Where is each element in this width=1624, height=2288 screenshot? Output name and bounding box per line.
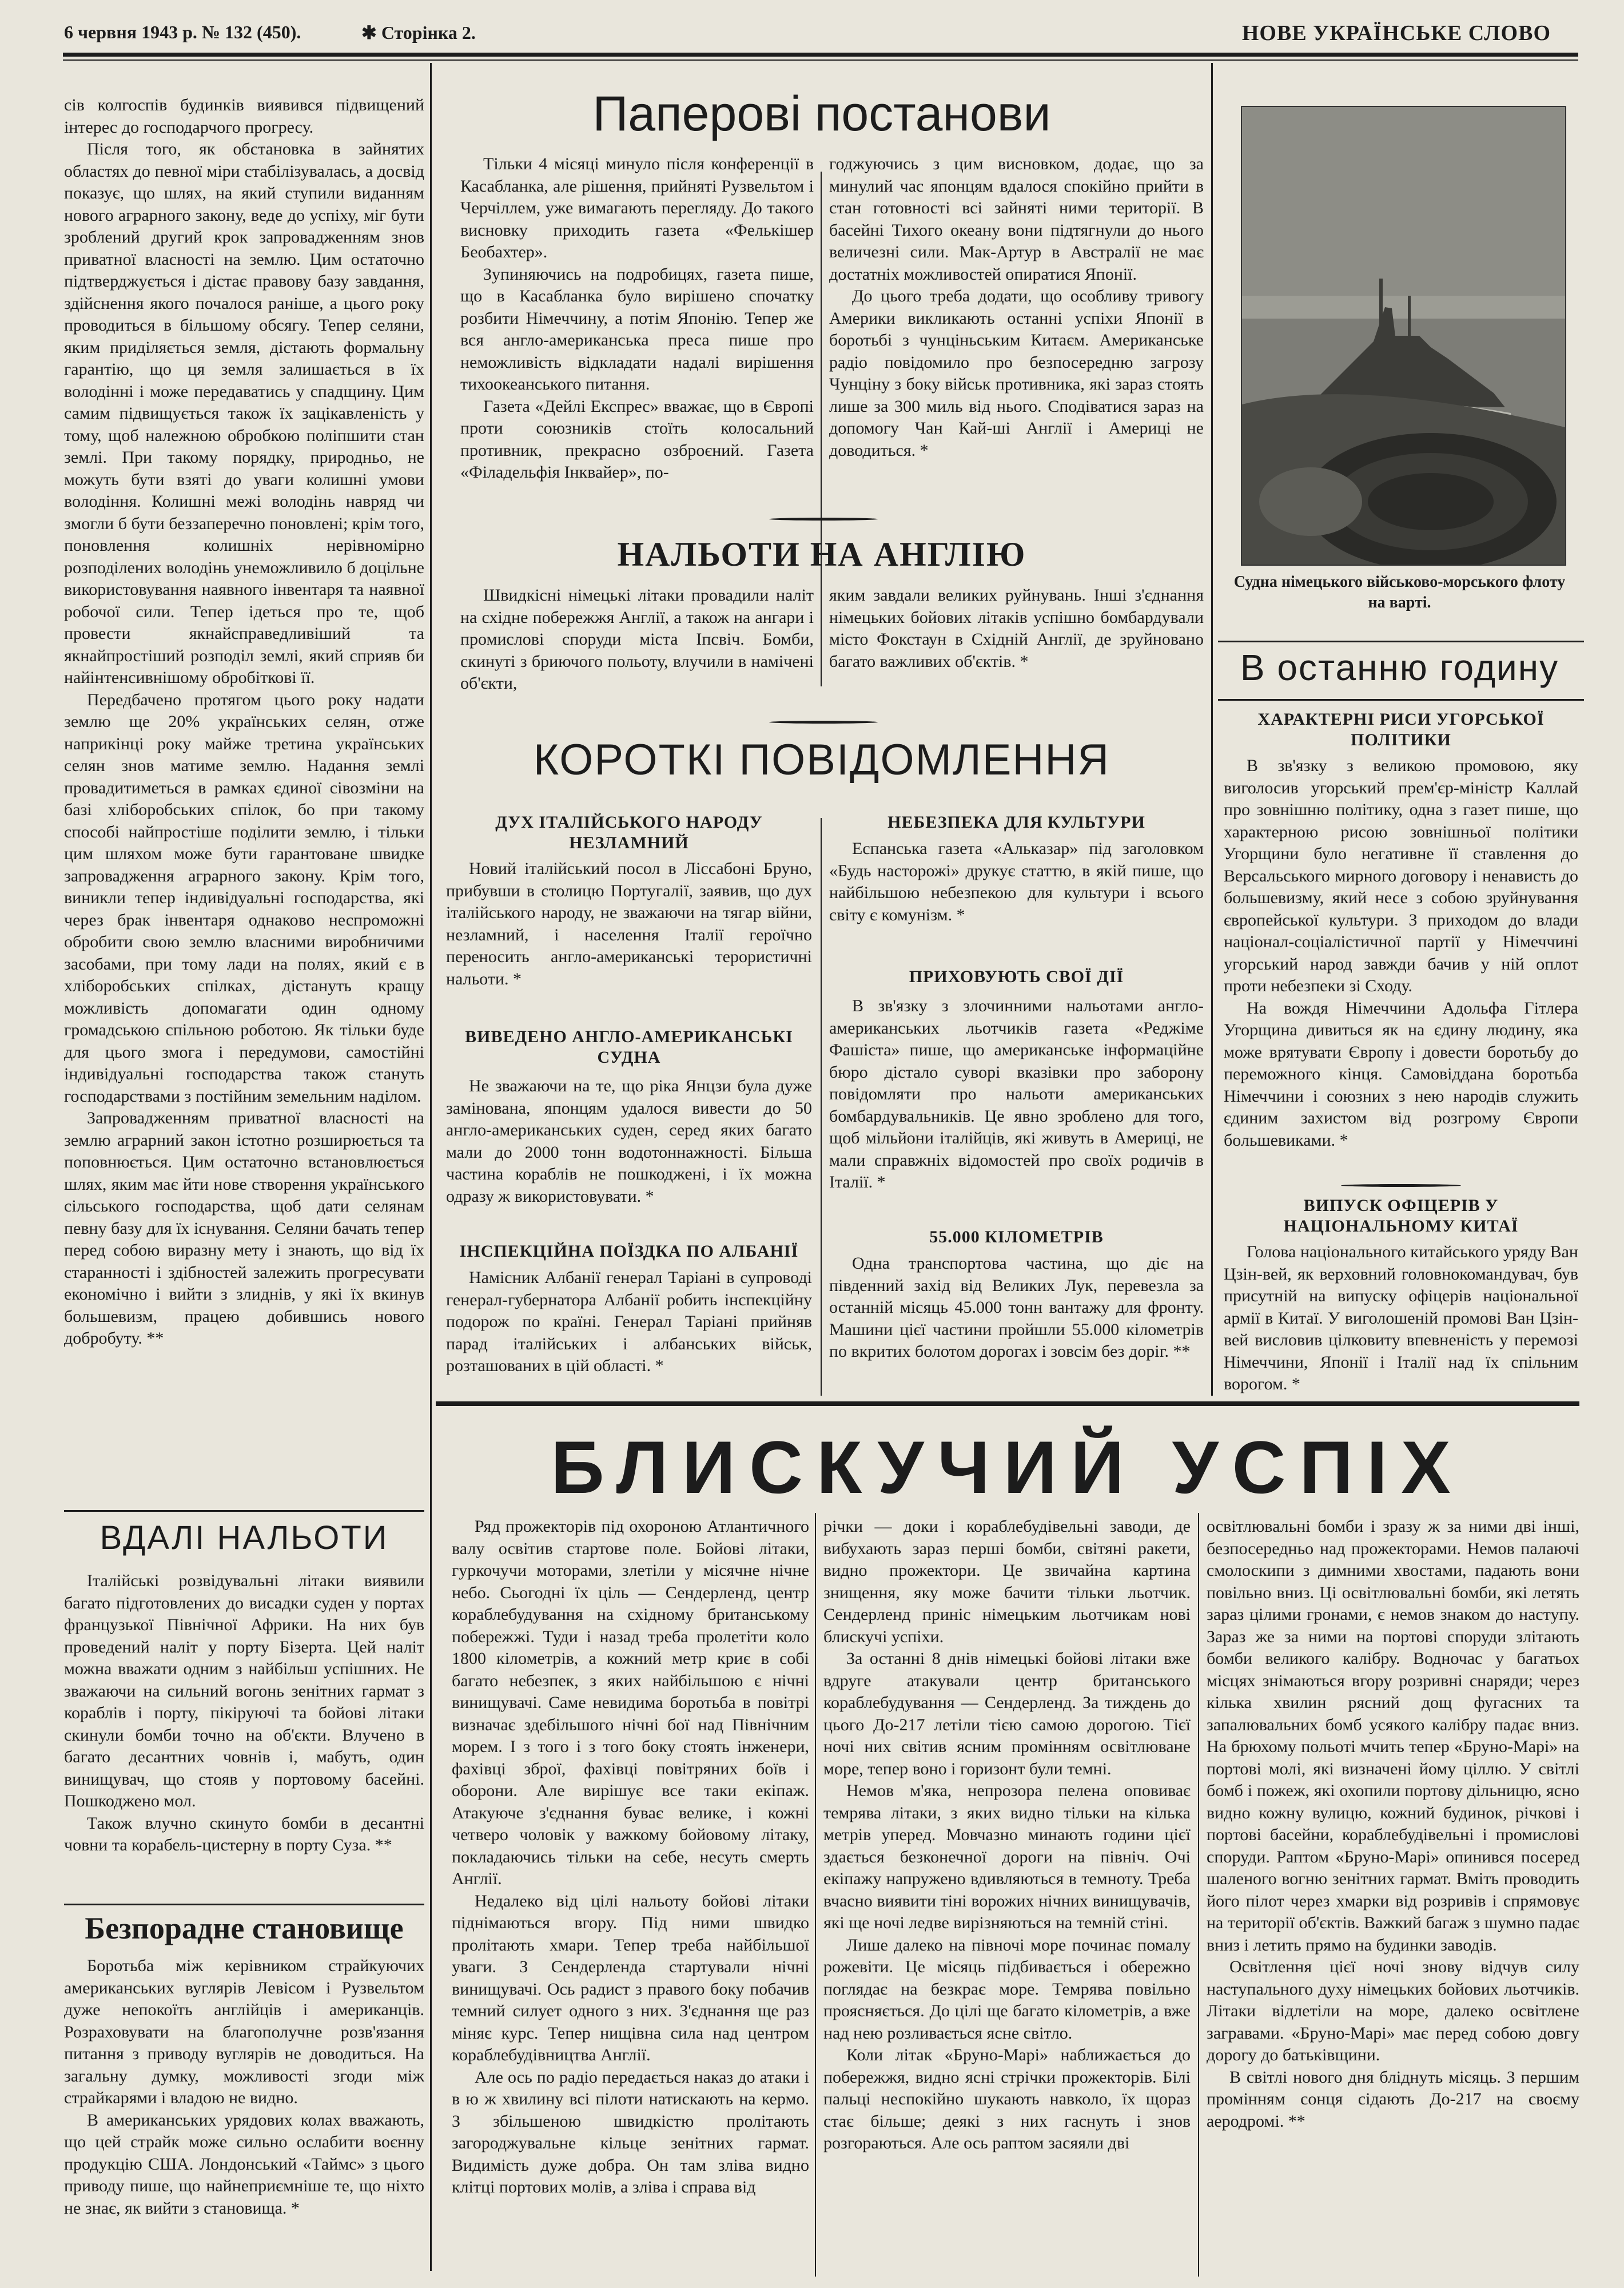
paragraph: Запровадженням приватної власності на землю аграрний закон істотно розширюється та поповнюється. Цим остаточно встановлюється шлях, яким має йти нове створення українського сільського господарства, щоб дати селянам певну базу для їх існування. Селяни бачать тепер перед собою виразну мету і знають, що від їх старанності і здібностей залежить прогресувати економічно і вийти з злиднів, у які їх вкинув большевизм, працею добившись нового добробуту. ** <box>64 1109 424 1348</box>
news-title-culture: НЕБЕЗПЕКА ДЛЯ КУЛЬТУРИ <box>887 813 1145 832</box>
section-rule <box>1218 699 1584 701</box>
paragraph: Недалеко від цілі нальоту бойові літаки піднімаються вгору. Під ними швидко пролітають хмари. Тепер треба найбільшої уваги. З Сендерленда стартували нічні винищувачі. Ось радист з правого боку побачив темний силует одного з них. З'єднання ще раз міняє курс. Тепер нищівна сила над центром кораблебудівництва Англії. <box>452 1891 809 2064</box>
paragraph: годжуючись з цим висновком, додає, що за минулий час японцям вдалося спокійно прийти в стан готовності всі зайняті ними території. В басейні Тихого океану вони підтягнули до нього величезні сили. Мак-Артур в Австралії не має достатніх можливостей опиратися Японії. <box>829 154 1204 284</box>
paragraph: річки — доки і кораблебудівельні заводи, де вибухають зараз перші бомби, світяні ракети, видно прожектори. Це звичайна картина знищення, яку може бачити тільки льотчик. Сендерленд приніс німецьким льотчикам нові блискучі успіхи. <box>823 1517 1191 1646</box>
paragraph: В зв'язку з злочинними нальотами англо-американських льотчиків газета «Реджіме Фашіста» пише, що американське інформаційне бюро дістало суворі вказівки про заборону повідомляти про нальоти американських бомбардувальників. Це явно зроблено для того, щоб мільйони італійців, які живуть в Америці, не мали справжніх відомостей про своїх родичів в Італії. * <box>829 996 1204 1191</box>
hungary-article <box>1224 755 1578 1178</box>
hungary-title: ХАРАКТЕРНІ РИСИ УГОРСЬКОЇ ПОЛІТИКИ <box>1257 710 1545 749</box>
paragraph: Ряд прожекторів під охороною Атлантичного валу освітив стартове поле. Бойові літаки, гуркочучи моторами, злетіли у місячне нічне небо. Сьогодні їх ціль — Сендерленд, центр кораблебудування на східному британському побережжі. Туди і назад треба пролетіти коло 1800 кілометрів, а кожний метр криє в собі багато небезпек, з яких найбільшою є нічні винищувачі. Саме невидима боротьба в повітрі визначає здебільшого нічні бої над Північним морем. І з того і з того боку стоять інженери, фахівці зброї, фахівці повітряних боїв і оборони. Але вирішує все таки екіпаж. Атакуюче з'єднання буває велике, і кожні четверо чоловік у важкому бойовому літаку, покладаючись тільки на себе, несуть смерть Англії. <box>452 1517 809 1888</box>
news-title-italian-spirit: ДУХ ІТАЛІЙСЬКОГО НАРОДУ НЕЗЛАМНИЙ <box>495 813 763 852</box>
masthead-rule <box>63 53 1578 57</box>
brilliant-col1 <box>452 1516 809 2277</box>
paragraph: Швидкісні німецькі літаки провадили наліт на східне побережжя Англії, а також на ангари і промислові споруди міста Іпсвіч. Бомби, скинуті з бриючого польоту, влучили в намічені об'єкти, <box>460 586 814 693</box>
column-rule <box>815 1513 816 2277</box>
agrarian-article <box>64 94 424 1510</box>
photo-caption: Судна німецького військово-морського флоту на варті. <box>1233 573 1566 611</box>
news-ships-out <box>446 1075 812 1218</box>
paper-decisions-col2 <box>829 153 1204 508</box>
officers-title: ВИПУСК ОФІЦЕРІВ У НАЦІОНАЛЬНОМУ КИТАЇ <box>1283 1196 1519 1236</box>
raids-england-col1 <box>460 585 814 699</box>
paragraph: Після того, як обстановка в зайнятих областях до певної міри стабілізувалась, а досвід показує, що шлях, на який ступили виданням нового аграрного закону, веде до успіху, міг бути зроблений другий крок запровадженням знов приватної власності на землю. Цим остаточно підтверджується і дістає правову базу завдання, здійснення якого почалося раніше, а цього року проводиться в більшому обсягу. Тепер селяни, яким приділяється земля, дістають формальну гарантію, що ця земля залишається в їх володінні і може передаватись у спадщину. Цим самим підвищується також їх зацікавленість у тому, щоб належною обробкою поліпшити стан землі. При такому порядку, природньо, не можуть бути взяті до уваги колишні умови володіння. Колишні межі володінь навряд чи змогли б бути беззаперечно поновлені; крім того, поновлення колишніх нерівномірно розподілених володінь унеможливило б доцільне використовування наявного інвентаря та наявної робочої сили. Тепер ідеться про те, щоб провести якнайсправедливіший та якнайпростіший розподіл землі, який сприяв би найінтенсивнішому обробіткові її. <box>64 140 424 687</box>
paragraph: Не зважаючи на те, що ріка Янцзи була дуже замінована, японцям удалося вивести до 50 англо-американських суден, серед яких багато мали до 2000 тонн водотоннажності. Більша частина кораблів не пошкоджені, і їх можна одразу ж використовувати. * <box>446 1077 812 1206</box>
paragraph: Боротьба між керівником страйкуючих американських вуглярів Левісом і Рузвельтом дуже непокоїть англійців і американців. Розраховувати на благополучне розв'язання питання з приводу вуглярів не доводиться. На загальну думку, можливості згоди між страйкарями і владою не видно. <box>64 1956 424 2107</box>
raids-far-title: ВДАЛІ НАЛЬОТИ <box>99 1519 389 1556</box>
paper-decisions-title: Паперові постанови <box>592 86 1051 141</box>
paragraph: До цього треба додати, що особливу тривогу Америки викликають останні успіхи Японії в боротьбі з чунціньським Китаєм. Американське радіо повідомило про безпосередню загрозу Чунціну з боку військ противника, які зараз стоять лише за 300 миль від нього. Сподіватися зараз на допомогу Чан Кай-ші Англії і Америці не доводиться. * <box>829 287 1204 460</box>
column-rule <box>821 172 822 686</box>
paragraph: Італійські розвідувальні літаки виявили багато підготовлених до висадки суден у портах французької Північної Африки. На них був проведений наліт у порту Бізерта. Цей наліт можна вважати одним з найбільш успішних. Не зважаючи на сильний вогонь зенітних гармат з кораблів і порту, пікіруючі та бойові літаки скинули бомби точно на об'єкти. Влучено в багато десантних човнів і, мабуть, один винищувач, що стояв у портовому басейні. Пошкоджено мол. <box>64 1571 424 1810</box>
news-km <box>829 1253 1204 1390</box>
divider-ornament <box>766 718 881 726</box>
section-rule <box>1218 641 1584 642</box>
page-label-wrap <box>361 22 476 43</box>
hopeless-article <box>64 1955 424 2275</box>
paragraph: сів колгоспів будинків виявився підвищений інтерес до господарчого прогресу. <box>64 96 424 137</box>
paragraph: Еспанська газета «Альказар» під заголовком «Будь насторожі» друкує статтю, в якій пише, що найбільшою небезпекою для культури і всього світу є комунізм. * <box>829 839 1204 924</box>
column-rule <box>1211 63 1213 1396</box>
officers-article <box>1224 1241 1578 1396</box>
ship-image <box>1242 107 1565 565</box>
paper-decisions-col1 <box>460 153 814 508</box>
divider-ornament <box>1338 1181 1464 1189</box>
paragraph: освітлювальні бомби і зразу ж за ними дві інші, безпосередньо над прожекторами. Немов палаючі смолоскипи з димними хвостами, падають вони повільно вниз. Ці освітлювальні бомби, які летять зараз цілими гронами, є немов знаком до наступу. Зараз же за ними на портові споруди злітають бомби великого калібру. Водночас у багатьох місцях знімаються вгору розривні снаряди; через кілька хвилин рясний дощ фугасних та запалювальних бомб усякого калібру падає вниз. На брюхому польоті мчить тепер «Бруно-Марі» на портові молі, які визначені йому ціллю. У світлі бомб і пожеж, які охопили портову дільницю, ясно видно кожну вулицю, кожний будинок, річкові і портові басейни, кораблебудівельні і промислові споруди. Раптом «Бруно-Марі» опинився посеред шаленого вогню зенітних гармат. Вміть проводить його пілот через хмарки від розривів і спрямовує на території об'єктів. Важкий багаж з шумно падає вниз і летить прямо на будинки заводів. <box>1207 1517 1579 1955</box>
column-rule <box>1198 1513 1199 2277</box>
column-rule <box>430 63 432 2271</box>
brilliant-col2 <box>823 1516 1191 2277</box>
section-rule <box>64 1510 424 1512</box>
last-hour-title: В останню годину <box>1240 647 1559 688</box>
paragraph: Новий італійський посол в Ліссабоні Бруно, прибувши в столицю Португалії, заявив, що дух італійського народу, не зважаючи на тягар війни, незламний, і населення Італії героїчно переносить англо-американські терористичні нальоти. * <box>446 859 812 988</box>
paragraph: В світлі нового дня бліднуть місяць. З першим промінням сонця сідають До-217 на своєму аеродромі. ** <box>1207 2067 1579 2131</box>
paragraph: В зв'язку з великою промовою, яку виголосив угорський прем'єр-міністр Каллай про зовнішню політику, одна з газет пише, що характерною рисою зовнішньої політики Угорщини було негативне її ставлення до Версальського мирного договору і ненависть до большевизму, який несе з собою зруйнування європейської культури. З приходом до влади націонал-соціалістичної партії у Німеччині угорський народ завжди бачив у ній оплот проти небезпеки зі Сходу. <box>1224 756 1578 995</box>
paragraph: Намісник Албанії генерал Таріані в супроводі генерал-губернатора Албанії робить інспекційну подорож по країні. Генерал Таріані прийняв парад італійських і албанських військ, розташованих в цій області. * <box>446 1268 812 1375</box>
issue-date: 6 червня 1943 р. № 132 (450). <box>64 22 301 42</box>
column-rule <box>821 818 822 1396</box>
paragraph: Газета «Дейлі Експрес» вважає, що в Європі проти союзників стоїть колосальний противник, прекрасно озброєний. Газета «Філадельфія Інквайер», по- <box>460 396 814 482</box>
paragraph: Немов м'яка, непрозора пелена оповиває темрява літаки, з яких видно тільки на кілька метрів уперед. Мовчазно минають години цієї здається безконечної дороги на північ. Очі екіпажу напружено вдивляються в темноту. Треба вчасно виявити тіні ворожих нічних винищувачів, які ще ночі ледве вирізняються на темній стіні. <box>823 1781 1191 1932</box>
paper-title: НОВЕ УКРАЇНСЬКЕ СЛОВО <box>1241 21 1551 45</box>
navy-ship-photo <box>1241 106 1566 566</box>
section-rule <box>64 1904 424 1905</box>
paragraph: На вождя Німеччини Адольфа Гітлера Угорщина дивиться як на єдину людину, яка може врятувати Європу і довести боротьбу до переможного кінця. Самовіддана боротьба Німеччини і союзних з нею народів служить єдиним захистом від розгрому Європи большевиками. * <box>1224 998 1578 1150</box>
news-hide <box>829 995 1204 1213</box>
divider-ornament <box>766 515 881 523</box>
section-rule-heavy <box>436 1401 1579 1406</box>
paragraph: Освітлення цієї ночі знову відчув силу наступального духу німецьких бойових льотчиків. Літаки відлетіли на море, далеко освітлене загравами. «Бруно-Марі» має перед собою довгу дорогу до батьківщини. <box>1207 1957 1579 2064</box>
paragraph: Передбачено протягом цього року надати землю ще 20% українських селян, отже наприкінці року майже третина українських селян знов матиме землю. Надання землі провадитиметься в рамках єдиної сівозміни на базі хліборобських спілок, бо при такому способі найпростіше поділити землю, і тільки цим шляхом може бути гарантоване швидке запровадження аграрного закону. Крім того, виникли тепер індивідуальні господарства, які через брак інвентаря однаково неспроможні обробити свою землю власними виробничими засобами, при тому лади на полях, який є в хліборобських спілках, дістануть кращу можливість допомагати один одному громадською спільною роботою. Як тільки буде для цього змога і передумови, самостійні індивідуальні господарства також стануть господарствами з постійним земельним наділом. <box>64 690 424 1106</box>
short-news-title: КОРОТКІ ПОВІДОМЛЕННЯ <box>533 736 1110 784</box>
raids-england-title: НАЛЬОТИ НА АНГЛІЮ <box>617 535 1026 573</box>
paragraph: Також влучно скинуто бомби в десантні човни та корабель-цистерну в порту Суза. ** <box>64 1813 424 1854</box>
paragraph: Але ось по радіо передається наказ до атаки і в ю ж хвилину всі пілоти натискають на кермо. З збільшеною швидкістю пролітають загороджувальне кільце зенітних гармат. Видимість дуже добра. Он там зліва видно клітці портових молів, а зліва і справа від <box>452 2067 809 2196</box>
hopeless-title: Безпорадне становище <box>85 1911 404 1945</box>
news-title-km: 55.000 КІЛОМЕТРІВ <box>929 1228 1104 1246</box>
paragraph: Лише далеко на півночі море починає помалу рожевіти. Це місяць підбивається і обережно поглядає на безкрає море. Темрява повільно проясняється. До цілі ще багато кілометрів, а вже над нею розливається ясне світло. <box>823 1935 1191 2043</box>
news-title-albania: ІНСПЕКЦІЙНА ПОЇЗДКА ПО АЛБАНІЇ <box>459 1242 799 1261</box>
raids-england-col2 <box>829 585 1204 699</box>
paragraph: Одна транспортова частина, що діє на південний захід від Великих Лук, перевезла за останній місяць 45.000 тонн вантажу для фронту. Машини цієї частини пройшли 55.000 кілометрів по вкритих болотом дорогах і зовсім без доріг. ** <box>829 1254 1204 1361</box>
paragraph: яким завдали великих руйнувань. Інші з'єднання німецьких бойових літаків успішно бомбардували місто Фокстаун в Східній Англії, де зруйновано багато важливих об'єктів. * <box>829 586 1204 671</box>
paragraph: Голова національного китайського уряду Ван Цзін-вей, як верховний головнокомандувач, був присутній на випуску офіцерів національної армії в Китаї. У виголошеній промові Ван Цзін-вей висловив цілковиту впевненість у перемозі Німеччини, Японії і Італії над їх спільним ворогом. * <box>1224 1242 1578 1393</box>
brilliant-title: БЛИСКУЧИЙ УСПІХ <box>551 1425 1464 1509</box>
raids-far-article <box>64 1570 424 1908</box>
page-label: Сторінка 2. <box>381 22 476 43</box>
paragraph: В американських урядових колах вважають, що цей страйк може сильно ослабити воєнну продукцію США. Лондонський «Таймс» з цього приводу пише, що найнеприємніше те, що ніхто не знає, як вийти з становища. * <box>64 2110 424 2218</box>
masthead-rule-thin <box>63 59 1578 61</box>
news-albania <box>446 1267 812 1393</box>
news-title-hide: ПРИХОВУЮТЬ СВОЇ ДІЇ <box>909 967 1124 986</box>
news-italian-spirit <box>446 858 812 1007</box>
star-icon: ✱ <box>361 22 381 43</box>
paragraph: Коли літак «Бруно-Марі» наближається до побережжя, видно ясні стрічки прожекторів. Білі пальці неспокійно шукають навколо, їх щораз стає більше; деякі з них гаснуть і знов розгораються. Але ось раптом засяяли дві <box>823 2045 1191 2152</box>
paragraph: Тільки 4 місяці минуло після конференції в Касабланка, але рішення, прийняті Рузвельтом і Черчіллем, уже вимагають перегляду. До такого висновку приходить газета «Фелькішер Беобахтер». <box>460 154 814 261</box>
paragraph: Зупиняючись на подробицях, газета пише, що в Касабланка було вирішено спочатку розбити Німеччину, а потім Японію. Тепер же вся англо-американська преса пише про неможливість відкладати надалі вирішення тихоокеанського питання. <box>460 264 814 394</box>
paragraph: За останні 8 днів німецькі бойові літаки вже вдруге атакували центр британського кораблебудування — Сендерленд. За тиждень до цього До-217 летіли тією самою дорогою. Тієї ночі них світив ясним промінням освітлюване море, тепер воно і горизонт були темні. <box>823 1649 1191 1778</box>
news-culture <box>829 838 1204 947</box>
brilliant-col3 <box>1207 1516 1579 2277</box>
news-title-ships-out: ВИВЕДЕНО АНГЛО-АМЕРИКАНСЬКІ СУДНА <box>465 1027 793 1067</box>
